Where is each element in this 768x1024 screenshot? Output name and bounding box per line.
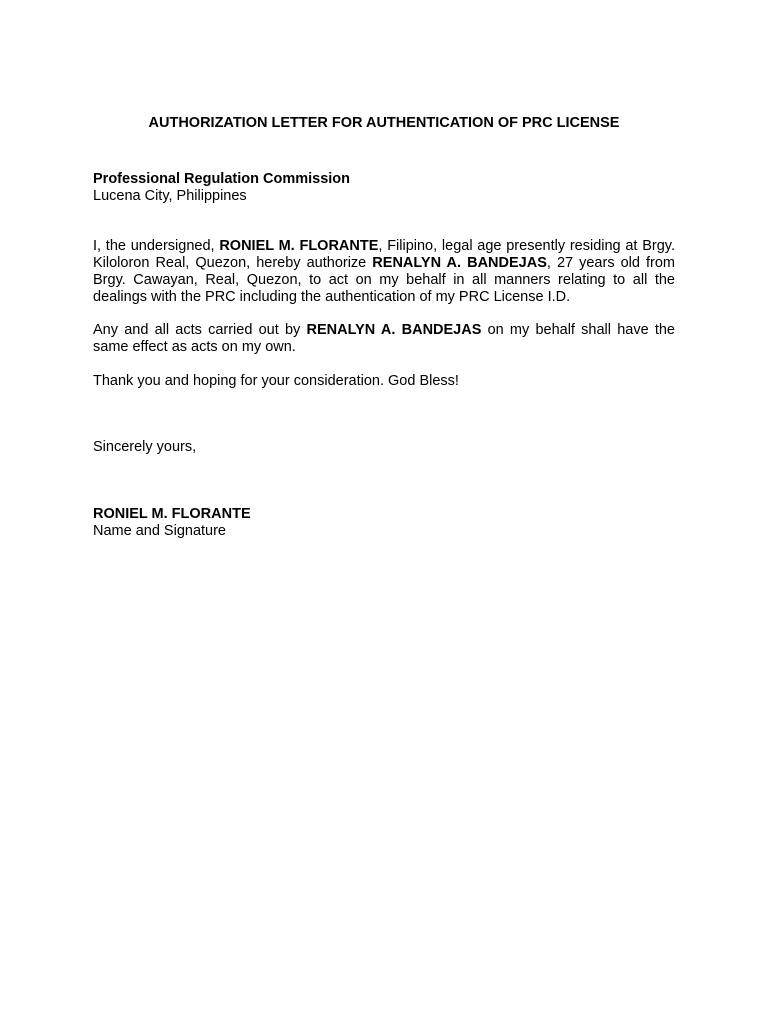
paragraph-text: I, the undersigned, <box>93 238 220 254</box>
closing-salutation: Sincerely yours, <box>93 439 197 455</box>
representative-name: RENALYN A. BANDEJAS <box>306 322 482 338</box>
signature-caption: Name and Signature <box>93 523 226 539</box>
paragraph-text: Any and all acts carried out by <box>93 322 307 338</box>
signature-block <box>93 506 675 540</box>
recipient-organization: Professional Regulation Commission <box>93 171 351 187</box>
recipient-block <box>93 171 675 205</box>
signer-name: RONIEL M. FLORANTE <box>93 506 251 522</box>
letter-title: AUTHORIZATION LETTER FOR AUTHENTICATION OF PRC LICENSE <box>148 115 620 131</box>
paragraph-text: on my behalf shall have the same effect as acts on my own. <box>93 322 675 355</box>
representative-name: RENALYN A. BANDEJAS <box>372 255 547 271</box>
authorizer-name: RONIEL M. FLORANTE <box>219 238 379 254</box>
effect-paragraph <box>93 322 675 356</box>
thanks-paragraph: Thank you and hoping for your consideration. God Bless! <box>93 373 459 389</box>
paragraph-text: , 27 years old from Brgy. Cawayan, Real, Quezon, to act on my behalf in all manners relating to all the dealings with the PRC including the authentication of my PRC License I.D. <box>93 255 676 305</box>
authorization-paragraph <box>93 238 675 306</box>
paragraph-text: , Filipino, legal age presently residing at Brgy. Kiloloron Real, Quezon, hereby authorize <box>93 238 675 271</box>
recipient-location: Lucena City, Philippines <box>93 188 247 204</box>
